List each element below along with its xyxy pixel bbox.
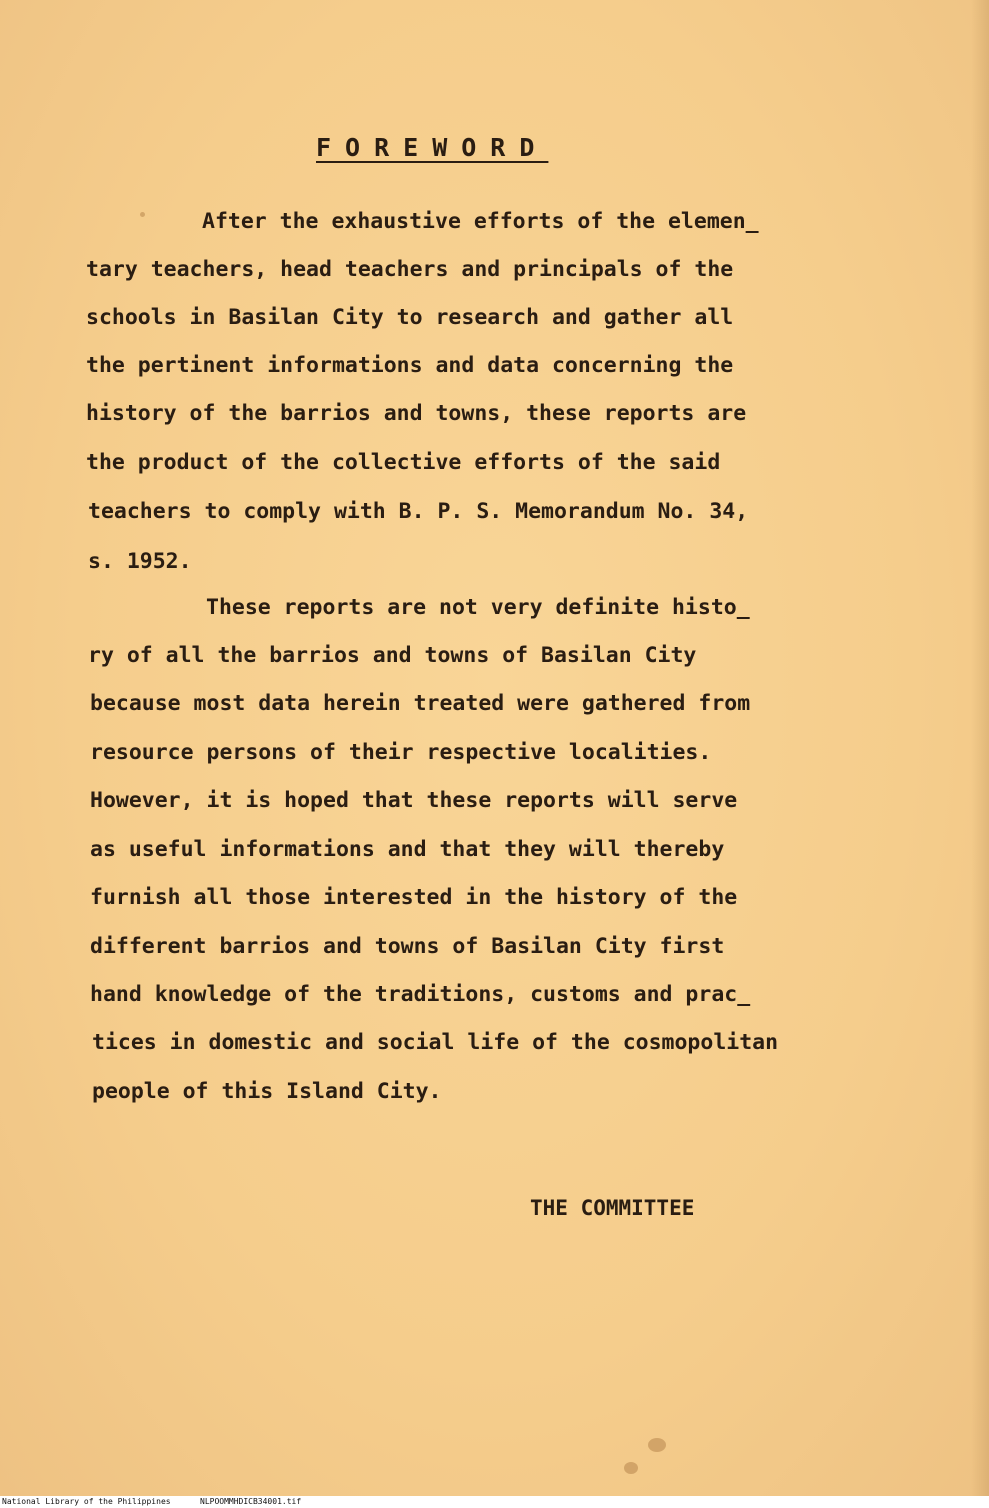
signature-committee: THE COMMITTEE (530, 1196, 695, 1220)
paragraph-1-line: After the exhaustive efforts of the elemen_ (202, 209, 759, 234)
paragraph-2-line: ry of all the barrios and towns of Basilan City (88, 643, 697, 668)
paper-stain (624, 1462, 638, 1474)
paragraph-1-line: s. 1952. (88, 549, 192, 574)
paragraph-2-line: because most data herein treated were gathered from (90, 691, 751, 716)
paragraph-2-line: people of this Island City. (92, 1079, 442, 1104)
paragraph-1-line: the product of the collective efforts of the said (86, 450, 721, 475)
paragraph-2-line: different barrios and towns of Basilan City first (90, 934, 725, 959)
paragraph-2-line: These reports are not very definite histo_ (206, 595, 750, 620)
paragraph-2-line: tices in domestic and social life of the cosmopolitan (92, 1030, 779, 1055)
footer-library-name: National Library of the Philippines (2, 1497, 171, 1506)
footer-filename: NLPOOMMHDICB34001.tif (200, 1497, 302, 1506)
paragraph-2-line: furnish all those interested in the history of the (90, 885, 738, 910)
paragraph-1-line: history of the barrios and towns, these reports are (86, 401, 747, 426)
paragraph-1-line: the pertinent informations and data concerning the (86, 353, 734, 378)
scan-footer (0, 1496, 989, 1508)
paragraph-2-line: hand knowledge of the traditions, customs and prac_ (90, 982, 751, 1007)
paper-stain (140, 212, 145, 217)
paragraph-1-line: tary teachers, head teachers and principals of the (86, 257, 734, 282)
paragraph-2-line: resource persons of their respective localities. (90, 740, 712, 765)
foreword-title: FOREWORD (316, 133, 549, 162)
page-edge-shadow (971, 0, 989, 1496)
paragraph-1-line: schools in Basilan City to research and gather all (86, 305, 734, 330)
paragraph-2-line: However, it is hoped that these reports will serve (90, 788, 738, 813)
paper-stain (648, 1438, 666, 1452)
paragraph-1-line: teachers to comply with B. P. S. Memorandum No. 34, (88, 499, 749, 524)
paragraph-2-line: as useful informations and that they will thereby (90, 837, 725, 862)
